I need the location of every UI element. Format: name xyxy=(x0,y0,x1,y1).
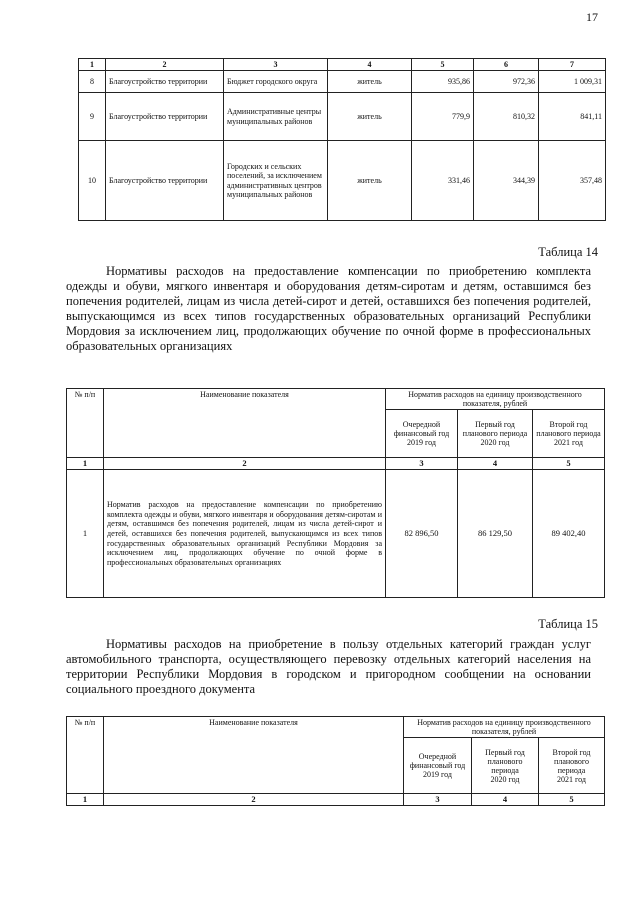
column-index: 4 xyxy=(472,794,539,806)
column-header-year1-year: 2019 год xyxy=(407,438,436,448)
column-index: 3 xyxy=(386,458,458,470)
column-index: 4 xyxy=(458,458,533,470)
column-index-row xyxy=(67,458,605,470)
row-value: 810,32 xyxy=(474,93,539,141)
column-header-group: Норматив расходов на единицу производственного показателя, рублей xyxy=(386,389,605,410)
column-index: 1 xyxy=(67,458,104,470)
column-header-year3-label: Второй год планового периода xyxy=(536,420,601,439)
column-header-year1-label: Очередной финансовый год xyxy=(393,420,450,439)
table-13-continuation xyxy=(78,58,606,221)
row-number: 8 xyxy=(79,71,106,93)
row-value: 344,39 xyxy=(474,141,539,221)
row-object: Городских и сельских поселений, за исключением административных центров муниципальных районов xyxy=(224,141,328,221)
table-header-row xyxy=(79,59,606,71)
column-header-year2 xyxy=(458,410,533,458)
column-header-year2 xyxy=(472,738,539,794)
table-row xyxy=(67,470,605,598)
row-unit: житель xyxy=(328,93,412,141)
column-header-year2-label: Первый год планового периода xyxy=(485,747,525,775)
row-name: Благоустройство территории xyxy=(106,141,224,221)
table-14-heading: Нормативы расходов на предоставление компенсации по приобретению комплекта одежды и обуви, мягкого инвентаря и оборудования детям-сиротам и детям, оставшимся без попечения родителей, лицам из числа детей-сирот и детей, оставшихся без попечения родителей, выпускающимся из всех типов государственных образовательных организаций Республики Мордовия за исключением лиц, продолжающих обучение по очной форме в профессиональных образовательных организациях xyxy=(66,264,591,353)
column-index: 7 xyxy=(539,59,606,71)
table-15-label: Таблица 15 xyxy=(538,617,598,631)
row-number: 1 xyxy=(67,470,104,598)
column-header-year1-label: Очередной финансовый год xyxy=(409,752,466,771)
row-value: 89 402,40 xyxy=(533,470,605,598)
row-value: 331,46 xyxy=(412,141,474,221)
column-index-row xyxy=(67,794,605,806)
row-object: Административные центры муниципальных районов xyxy=(224,93,328,141)
column-header-year1 xyxy=(386,410,458,458)
column-header-number: № п/п xyxy=(67,717,104,794)
column-index: 4 xyxy=(328,59,412,71)
column-index: 2 xyxy=(104,794,404,806)
row-number: 10 xyxy=(79,141,106,221)
row-value: 779,9 xyxy=(412,93,474,141)
column-header-name: Наименование показателя xyxy=(104,389,386,458)
column-header-name: Наименование показателя xyxy=(104,717,404,794)
column-header-year2-year: 2020 год xyxy=(490,775,520,785)
column-header-year2-label: Первый год планового периода xyxy=(462,420,528,439)
column-header-year3-year: 2021 год xyxy=(554,438,583,448)
column-header-year3 xyxy=(533,410,605,458)
column-index: 1 xyxy=(79,59,106,71)
row-unit: житель xyxy=(328,141,412,221)
column-index: 3 xyxy=(404,794,472,806)
column-index: 3 xyxy=(224,59,328,71)
table-row xyxy=(79,71,606,93)
row-value: 357,48 xyxy=(539,141,606,221)
row-name: Норматив расходов на предоставление компенсации по приобретению комплекта одежды и обуви, мягкого инвентаря и оборудования детям-сиротам и детям, оставшимся без попечения родителей, лицам из числа детей-сирот и детей, оставшихся без попечения родителей, выпускающимся из всех типов государственных образовательных организаций Республики Мордовия за исключением лиц, продолжающих обучение по очной форме в профессиональных образовательных организациях xyxy=(104,470,386,598)
row-value: 841,11 xyxy=(539,93,606,141)
column-index: 5 xyxy=(412,59,474,71)
column-index: 6 xyxy=(474,59,539,71)
column-index: 5 xyxy=(539,794,605,806)
row-object: Бюджет городского округа xyxy=(224,71,328,93)
row-unit: житель xyxy=(328,71,412,93)
row-value: 82 896,50 xyxy=(386,470,458,598)
column-header-year3-year: 2021 год xyxy=(557,775,586,785)
column-index: 1 xyxy=(67,794,104,806)
column-header-number: № п/п xyxy=(67,389,104,458)
column-header-year3-label: Второй год планового периода xyxy=(552,747,591,775)
column-header-year2-year: 2020 год xyxy=(480,438,510,448)
row-name: Благоустройство территории xyxy=(106,93,224,141)
table-14-label: Таблица 14 xyxy=(538,245,598,259)
row-value: 935,86 xyxy=(412,71,474,93)
row-number: 9 xyxy=(79,93,106,141)
column-header-year1-year: 2019 год xyxy=(423,770,452,780)
table-15 xyxy=(66,716,605,806)
column-header-group: Норматив расходов на единицу производственного показателя, рублей xyxy=(404,717,605,738)
column-header-year1 xyxy=(404,738,472,794)
column-index: 2 xyxy=(104,458,386,470)
column-index: 5 xyxy=(533,458,605,470)
page-number: 17 xyxy=(586,10,598,24)
row-value: 86 129,50 xyxy=(458,470,533,598)
table-row xyxy=(79,93,606,141)
row-value: 972,36 xyxy=(474,71,539,93)
row-value: 1 009,31 xyxy=(539,71,606,93)
table-15-heading: Нормативы расходов на приобретение в пользу отдельных категорий граждан услуг автомобильного транспорта, осуществляющего перевозку отдельных категорий населения на территории Республики Мордовия в городском и пригородном сообщении на основании социального проездного документа xyxy=(66,637,591,696)
table-14 xyxy=(66,388,605,598)
row-name: Благоустройство территории xyxy=(106,71,224,93)
column-header-year3 xyxy=(539,738,605,794)
table-row xyxy=(79,141,606,221)
column-index: 2 xyxy=(106,59,224,71)
